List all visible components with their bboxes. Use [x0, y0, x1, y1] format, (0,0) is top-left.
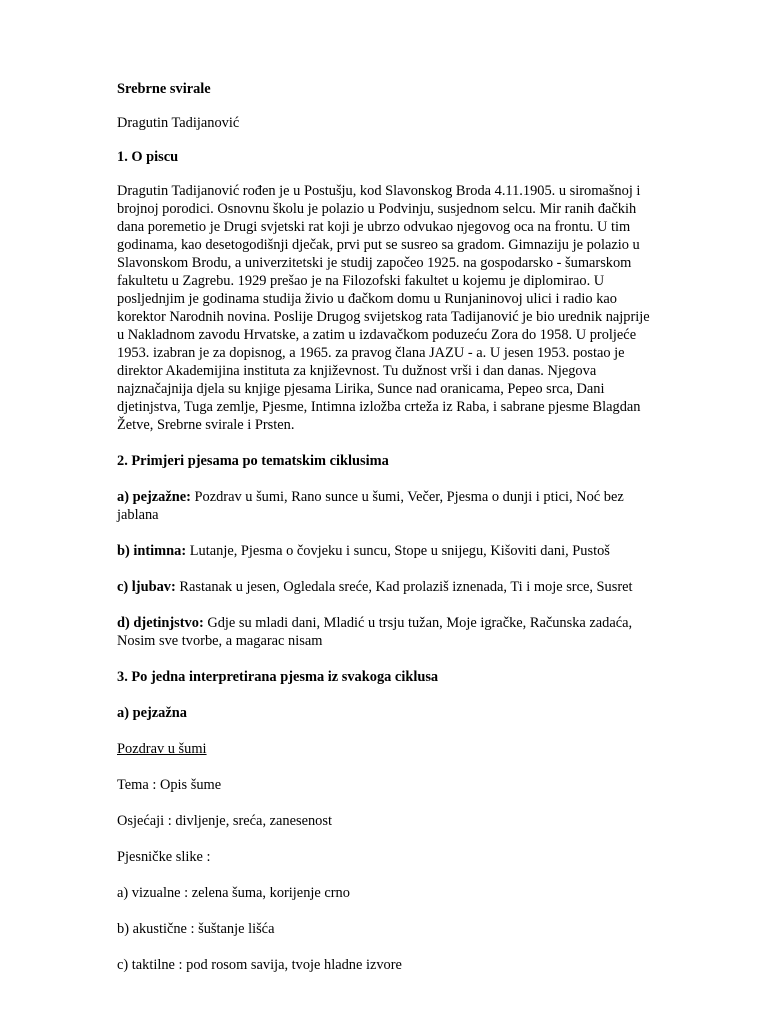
author-biography: Dragutin Tadijanović rođen je u Postušju, kod Slavonskog Broda 4.11.1905. u siromašnoj i brojnoj porodici. Osnovnu školu je polazio u Podvinju, susjednom selcu. Mir ranih đačkih dana poremetio je Drugi svjetski rat koji je ubrzo odvukao njegovog oca na frontu. U tim godinama, kao desetogodišnji dječak, prvi put se susreo sa gradom. Gimnaziju je polazio u Slavonskom Brodu, a univerzitetski je studij započeo 1925. na gospodarsko - šumarskom fakultetu u Zagrebu. 1929 prešao je na Filozofski fakultet u kojemu je diplomirao. U posljednjim je godinama studija živio u đačkom domu u Runjaninovoj ulici i radio kao korektor Narodnih novina. Poslije Drugog svijetskog rata Tadijanović je bio urednik najprije u Nakladnom zavodu Hrvatske, a zatim u izdavačkom poduzeću Zora do 1958. U proljeće 1953. izabran je za dopisnog, a 1965. za pravog člana JAZU - a. U jesen 1953. postao je direktor Akademijina instituta za književnost. Tu dužnost vrši i dan danas. Njegova najznačajnija djela su knjige pjesama Lirika, Sunce nad oranicama, Pepeo srca, Dani djetinjstva, Tuga zemlje, Pjesme, Intimna izložba crteža iz Raba, i sabrane pjesme Blagdan Žetve, Srebrne svirale i Prsten.	[117, 183, 650, 433]
document-page	[117, 80, 657, 974]
section-heading-2: 2. Primjeri pjesama po tematskim ciklusima	[117, 453, 389, 469]
poem-feelings: Osjećaji : divljenje, sreća, zanesenost	[117, 813, 332, 829]
cycle-label: d) djetinjstvo:	[117, 615, 204, 631]
cycle-label: b) intimna:	[117, 543, 187, 559]
subsection-heading: a) pejzažna	[117, 705, 187, 721]
section-heading-3: 3. Po jedna interpretirana pjesma iz svakoga ciklusa	[117, 669, 439, 685]
cycle-poems: Gdje su mladi dani, Mladić u trsju tužan, Moje igračke, Računska zadaća, Nosim sve tvorbe, a magarac nisam	[117, 615, 633, 649]
cycle-poems: Rastanak u jesen, Ogledala sreće, Kad prolaziš iznenada, Ti i moje srce, Susret	[175, 579, 633, 595]
poetic-images-heading: Pjesničke slike :	[117, 849, 211, 865]
document-title: Srebrne svirale	[117, 81, 211, 97]
cycle-label: c) ljubav:	[117, 579, 176, 595]
poem-title: Pozdrav u šumi	[117, 741, 207, 757]
cycle-item	[117, 488, 657, 524]
poem-theme: Tema : Opis šume	[117, 777, 222, 793]
cycle-item	[117, 542, 657, 560]
poetic-image-item: c) taktilne : pod rosom savija, tvoje hladne izvore	[117, 957, 402, 973]
cycle-poems: Pozdrav u šumi, Rano sunce u šumi, Večer, Pjesma o dunji i ptici, Noć bez jablana	[117, 489, 624, 523]
poetic-image-item: a) vizualne : zelena šuma, korijenje crno	[117, 885, 350, 901]
document-author: Dragutin Tadijanović	[117, 115, 240, 131]
poetic-image-item: b) akustične : šuštanje lišća	[117, 921, 275, 937]
cycle-item	[117, 614, 657, 650]
cycle-label: a) pejzažne:	[117, 489, 191, 505]
section-heading-1: 1. O piscu	[117, 149, 179, 165]
cycle-item	[117, 578, 657, 596]
cycle-poems: Lutanje, Pjesma o čovjeku i suncu, Stope u snijegu, Kišoviti dani, Pustoš	[186, 543, 610, 559]
